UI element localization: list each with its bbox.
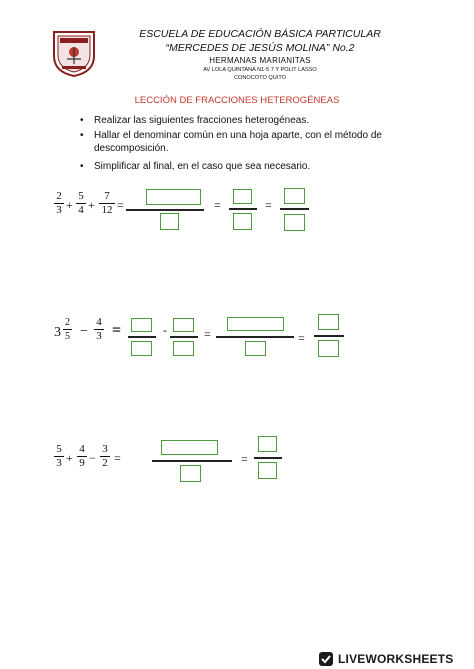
answer-box-numerator[interactable] xyxy=(227,317,284,331)
answer-box-denominator[interactable] xyxy=(318,340,339,357)
operator: − xyxy=(80,324,88,339)
fraction xyxy=(54,444,64,469)
instruction-text: Hallar el denominar común en una hoja aparte, con el método de descomposición. xyxy=(94,130,382,154)
bullet-icon: • xyxy=(80,115,84,126)
denominator: 5 xyxy=(65,331,70,342)
bullet-icon: • xyxy=(80,161,84,172)
fraction-line xyxy=(314,335,344,337)
fraction-line xyxy=(229,208,257,210)
operator: − xyxy=(89,451,96,465)
liveworksheets-label: LIVEWORKSHEETS xyxy=(338,652,454,666)
bullet-icon: • xyxy=(80,130,84,141)
operator: - xyxy=(163,323,167,337)
liveworksheets-icon xyxy=(318,651,334,667)
whole-number: 3 xyxy=(54,325,61,340)
fraction-line xyxy=(170,336,198,338)
fraction xyxy=(54,191,64,216)
school-address: AV LOLA QUINTANA N1-5 7 Y POLIT LASSO xyxy=(203,67,317,73)
school-name-line3: HERMANAS MARIANITAS xyxy=(209,56,311,65)
fraction xyxy=(76,191,86,216)
operator: + xyxy=(88,198,95,212)
equals-sign: = xyxy=(241,452,248,466)
fraction-line xyxy=(280,208,309,210)
denominator: 12 xyxy=(101,204,113,216)
answer-box-denominator[interactable] xyxy=(131,341,152,356)
equals-sign: = xyxy=(214,198,221,212)
answer-box-numerator[interactable] xyxy=(258,436,277,452)
school-city: CONOCOTO QUITO xyxy=(233,75,286,81)
numerator: 2 xyxy=(65,317,70,328)
instruction-text: Realizar las siguientes fracciones heterogéneas. xyxy=(94,115,310,126)
fraction-bar xyxy=(63,329,72,330)
answer-box-denominator[interactable] xyxy=(284,214,305,231)
operator: + xyxy=(66,198,73,212)
equals-sign: = xyxy=(114,451,121,465)
school-crest-logo xyxy=(50,28,98,78)
fraction-line xyxy=(152,460,232,462)
equals-sign: = xyxy=(265,198,272,212)
school-name-line1: ESCUELA DE EDUCACIÓN BÁSICA PARTICULAR xyxy=(139,28,381,40)
denominator: 3 xyxy=(96,330,102,342)
denominator: 3 xyxy=(56,204,62,216)
answer-box-numerator[interactable] xyxy=(233,189,252,204)
answer-box-numerator[interactable] xyxy=(318,314,339,330)
denominator: 4 xyxy=(78,204,84,216)
numerator: 2 xyxy=(56,190,62,202)
equals-sign: = xyxy=(112,322,122,339)
denominator: 2 xyxy=(102,457,108,469)
answer-box-denominator[interactable] xyxy=(245,341,266,356)
numerator: 5 xyxy=(56,443,62,455)
fraction xyxy=(94,317,104,342)
fraction xyxy=(77,444,87,469)
school-name-line2: “MERCEDES DE JESÚS MOLINA” No.2 xyxy=(165,42,355,54)
answer-box-denominator[interactable] xyxy=(173,341,194,356)
answer-box-denominator[interactable] xyxy=(233,213,252,230)
lesson-title: LECCIÓN DE FRACCIONES HETEROGÉNEAS xyxy=(134,95,340,106)
equals-sign: = xyxy=(204,327,211,341)
fraction xyxy=(63,317,72,342)
fraction-line xyxy=(254,457,282,459)
equals-sign: = xyxy=(117,198,124,212)
answer-box-denominator[interactable] xyxy=(258,462,277,479)
fraction xyxy=(99,191,115,216)
fraction xyxy=(100,444,110,469)
answer-box-numerator[interactable] xyxy=(284,188,305,204)
instruction-text: Simplificar al final, en el caso que sea necesario. xyxy=(94,161,311,172)
numerator: 7 xyxy=(104,190,110,202)
denominator: 9 xyxy=(79,457,85,469)
fraction-line xyxy=(216,336,294,338)
liveworksheets-logo[interactable] xyxy=(318,651,468,667)
denominator: 3 xyxy=(56,457,62,469)
answer-box-numerator[interactable] xyxy=(161,440,218,455)
numerator: 4 xyxy=(96,316,102,328)
operator: + xyxy=(66,451,73,465)
answer-box-denominator[interactable] xyxy=(180,465,201,482)
instruction-item xyxy=(80,129,440,155)
numerator: 4 xyxy=(79,443,85,455)
numerator: 5 xyxy=(78,190,84,202)
answer-box-numerator[interactable] xyxy=(173,318,194,332)
numerator: 3 xyxy=(102,443,108,455)
answer-box-numerator[interactable] xyxy=(146,189,201,205)
answer-box-denominator[interactable] xyxy=(160,213,179,230)
fraction-line xyxy=(126,209,204,211)
equals-sign: = xyxy=(298,331,305,345)
fraction-line xyxy=(128,336,156,338)
answer-box-numerator[interactable] xyxy=(131,318,152,332)
